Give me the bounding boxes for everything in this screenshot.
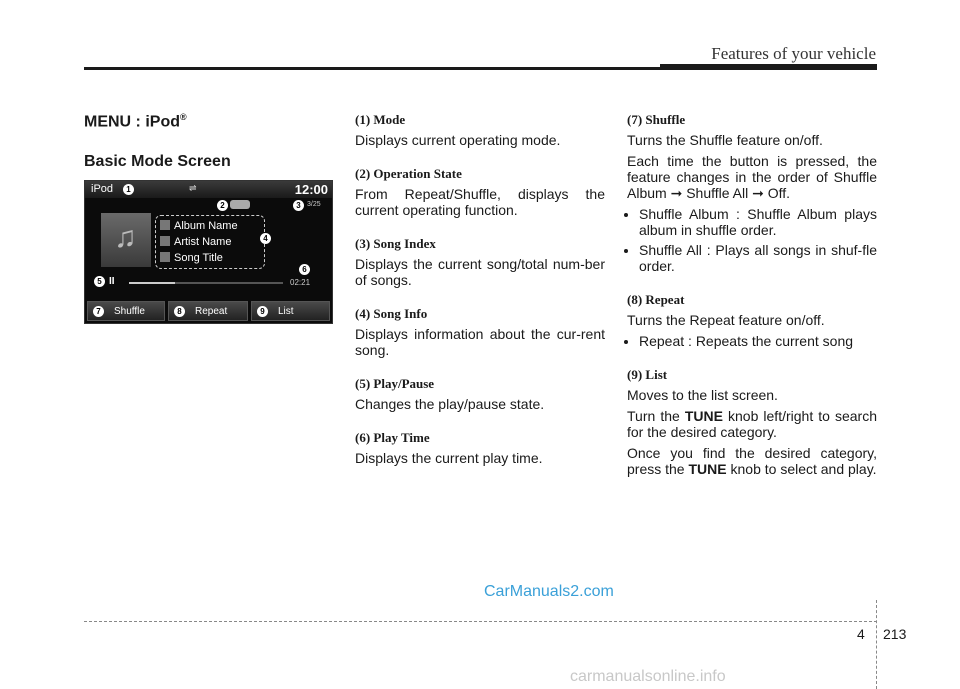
repeat-text: Turns the Repeat feature on/off. [627,312,825,328]
callout-badge-4: 4 [260,233,271,244]
album-icon [160,220,170,230]
list-text-2c: knob left/right to search for the desired category. [627,408,877,440]
album-line [160,220,238,232]
progress-bar [129,282,283,284]
shuffle-text-1: Turns the Shuffle feature on/off. [627,132,823,148]
play-pause-text: Changes the play/pause state. [355,396,545,412]
list-heading: (9) List [627,367,668,382]
shuffle-label: Shuffle [114,306,145,317]
ipod-screen-illustration [84,180,333,324]
chapter-number: 4 [857,626,865,642]
list-text-2 [627,408,877,440]
repeat-heading: (8) Repeat [627,292,685,307]
tune-keyword: TUNE [688,461,727,477]
bottom-watermark: carmanualsonline.info [570,668,726,685]
header-rule [84,67,877,70]
shuffle-heading: (7) Shuffle [627,112,686,127]
callout-badge-6: 6 [299,264,310,275]
list-text-3a: Once you find the desired category, press the [627,445,877,477]
play-time: 02:21 [290,278,311,287]
list-text-2a: Turn the [627,408,685,424]
repeat-label: Repeat [195,306,228,317]
music-note-icon: ♫ [114,221,137,254]
progress-fill [129,282,175,284]
shuffle-bullet-album: • Shuffle Album : Shuffle Album plays album in shuffle order. [639,206,877,238]
usb-icon: ⇌ [189,183,197,193]
column-middle [355,112,605,484]
list-text-3 [627,445,877,477]
callout-badge-2: 2 [217,200,228,211]
callout-badge-9: 9 [257,306,268,317]
header-title: Features of your vehicle [711,44,876,63]
song-info-heading: (4) Song Info [355,306,428,321]
operation-state-text: From Repeat/Shuffle, displays the current operating function. [355,186,605,218]
artist-line [160,236,231,248]
list-text-1: Moves to the list screen. [627,387,778,403]
list-text-3c: knob to select and play. [726,461,877,477]
song-title: Song Title [174,252,223,264]
album-art [101,213,151,267]
list-label: List [278,306,294,317]
button-bar [85,299,332,323]
callout-badge-8: 8 [174,306,185,317]
play-time-text: Displays the current play time. [355,450,543,466]
menu-label [84,112,187,131]
song-line [160,252,223,264]
footer-divider [876,600,877,689]
watermark[interactable]: CarManuals2.com [484,583,614,600]
shuffle-bullet-all: • Shuffle All : Plays all songs in shuf-fle order. [639,242,877,274]
play-pause-heading: (5) Play/Pause [355,376,435,391]
artist-name: Artist Name [174,236,232,248]
song-index-heading: (3) Song Index [355,236,436,251]
song-info-text: Displays information about the cur-rent song. [355,326,605,358]
song-icon [160,252,170,262]
menu-label-text: MENU : iPod [84,113,180,131]
registered-mark: ® [180,112,187,122]
callout-badge-5: 5 [94,276,105,287]
screen-mode: iPod [91,183,114,195]
tune-keyword: TUNE [684,408,723,424]
callout-badge-1: 1 [123,184,134,195]
shuffle-text-2: Each time the button is pressed, the feature changes in the order of Shuffle Album ➞ Shuffle All ➞ Off. [627,153,877,201]
callout-badge-7: 7 [93,306,104,317]
callout-badge-3: 3 [293,200,304,211]
mode-heading: (1) Mode [355,112,406,127]
repeat-bullets [627,333,877,349]
album-name: Album Name [174,220,238,232]
footer-rule [84,621,877,622]
page-number: 213 [883,626,907,642]
artist-icon [160,236,170,246]
song-index-text: Displays the current song/total num-ber of songs. [355,256,605,288]
mode-text: Displays current operating mode. [355,132,561,148]
repeat-bullet: • Repeat : Repeats the current song [639,333,877,349]
pause-icon: II [109,276,115,287]
operation-state-heading: (2) Operation State [355,166,462,181]
operation-state-icon [230,200,250,209]
play-time-heading: (6) Play Time [355,430,430,445]
song-index: 3/25 [307,201,321,208]
song-info-box [155,215,265,269]
screen-clock: 12:00 [294,182,328,197]
shuffle-bullets [627,206,877,274]
column-right [627,112,877,482]
section-title: Basic Mode Screen [84,153,231,170]
